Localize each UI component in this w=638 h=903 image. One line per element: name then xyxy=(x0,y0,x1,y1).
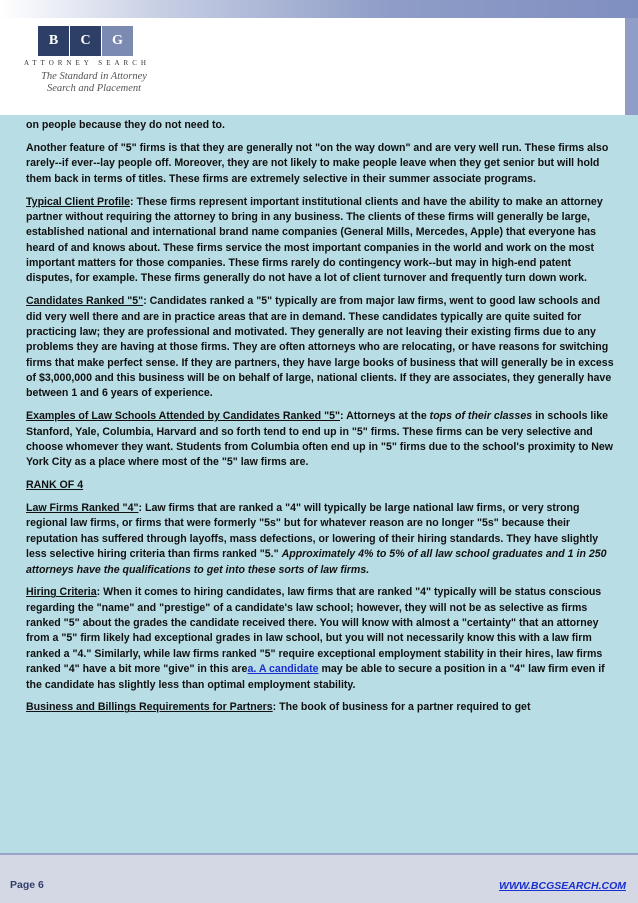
heading-law-firms-ranked-4: Law Firms Ranked "4" xyxy=(26,502,139,515)
heading-law-schools: Examples of Law Schools Attended by Candidates Ranked "5" xyxy=(26,410,340,423)
paragraph-business-billings: Business and Billings Requirements for Partners: The book of business for a partner required to get xyxy=(26,701,531,714)
paragraph-2: Another feature of "5" firms is that they are generally not "on the way down" and are very well run. These firms also rarely--if ever--lay people off. Moreover, they are not likely to make people leave when they get senior but will hold them back in terms of titles. These firms are extremely selective in their summer associate programs. xyxy=(26,141,609,185)
paragraph-hiring-criteria: Hiring Criteria: When it comes to hiring candidates, law firms that are ranked "4" typically will be status conscious regarding the "name" and "prestige" of a candidate's law school; however, they will not be as selective as firms ranked "5" about the grades the candidate received there. You will know with almost a "certainty" that an attorney from a "5" firm likely had exceptional grades in law school, but you will not necessarily know this with a law firm ranked a "4." Similarly, while law firms ranked "5" require exceptional employment stability in their hires, law firms ranked "4" have a bit more "give" in this area. A candidate may be able to secure a position in a "4" law firm even if the candidate has slightly less than optimal employment stability. xyxy=(26,586,605,691)
heading-hiring-criteria: Hiring Criteria xyxy=(26,586,97,599)
logo-letter-b: B xyxy=(38,26,69,56)
logo-letter-g: G xyxy=(102,26,133,56)
tagline xyxy=(24,71,164,95)
page-number: Page 6 xyxy=(10,879,44,891)
paragraph-1: on people because they do not need to. xyxy=(26,119,225,131)
footer-divider xyxy=(0,853,638,855)
paragraph-rank-of-4 xyxy=(26,478,616,493)
heading-candidates-ranked-5: Candidates Ranked "5" xyxy=(26,295,144,308)
tagline-line-1: The Standard in Attorney xyxy=(41,71,147,82)
paragraph-law-firms-ranked-4: Law Firms Ranked "4": Law firms that are ranked a "4" will typically be large national law firms, or very strong regional law firms, or firms that were formerly "5s" but for whatever reason are no longer "5s" because their reputation has suffered through layoffs, mass defections, or lowering of their hiring standards. They have slightly less selective hiring criteria than firms ranked "5." Approximately 4% to 5% of all law school graduates and 1 in 250 attorneys have the qualifications to get into these sorts of law firms. xyxy=(26,502,607,576)
logo-subtitle: ATTORNEY SEARCH xyxy=(24,59,150,67)
paragraph-candidates-ranked-5: Candidates Ranked "5": Candidates ranked a "5" typically are from major law firms, went to good law schools and did very well there and are in practice areas that are in demand. These candidates typically are quite suited for practicing law; they are professional and motivated. They generally are not leaving their existing firms due to any problems they are having at those firms. They are often attorneys who are relocating, or have reasons for switching firms that make perfect sense. If they are partners, they have large books of business that will generally be in excess of $3,000,000 and this business will be on behalf of large, national clients. If they are associates, they generally have between 1 and 6 years of experience. xyxy=(26,295,614,400)
page-header xyxy=(0,0,638,115)
logo-letter-c: C xyxy=(70,26,101,56)
header-side-strip xyxy=(625,18,638,115)
header-gradient-bar xyxy=(0,0,638,18)
heading-typical-client-profile: Typical Client Profile xyxy=(26,195,130,208)
candidate-link[interactable]: a. A candidate xyxy=(247,663,319,676)
page-footer xyxy=(0,853,638,903)
document-body xyxy=(26,118,616,723)
tagline-line-2: Search and Placement xyxy=(46,83,142,94)
heading-rank-of-4: RANK OF 4 xyxy=(26,479,84,492)
heading-business-billings: Business and Billings Requirements for Partners xyxy=(26,701,273,714)
bcg-logo xyxy=(38,26,134,56)
website-link[interactable]: WWW.BCGSEARCH.COM xyxy=(499,880,626,892)
paragraph-typical-client-profile: Typical Client Profile: These firms represent important institutional clients and have the ability to make an attorney partner without requiring the attorney to bring in any business. The clients of these firms will generally be large, established national and international brand name companies (General Mills, Mercedes, Apple) that everyone has heard of and knows about. These firms service the most important companies in the world and work on the most important matters for those companies. These firms rarely do contingency work--but may in high-end patent disputes, for example. These firms generally do not have a lot of client turnover and frequently turn down work. xyxy=(26,195,603,285)
paragraph-law-schools: Examples of Law Schools Attended by Candidates Ranked "5": Attorneys at the tops of their classes in schools like Stanford, Yale, Columbia, Harvard and so forth tend to end up in "5" firms. These firms can be very selective and choose whomever they want. Students from Columbia often end up in "5" firms due to the school's proximity to New York City as a place where most of the "5" law firms are. xyxy=(26,410,614,469)
